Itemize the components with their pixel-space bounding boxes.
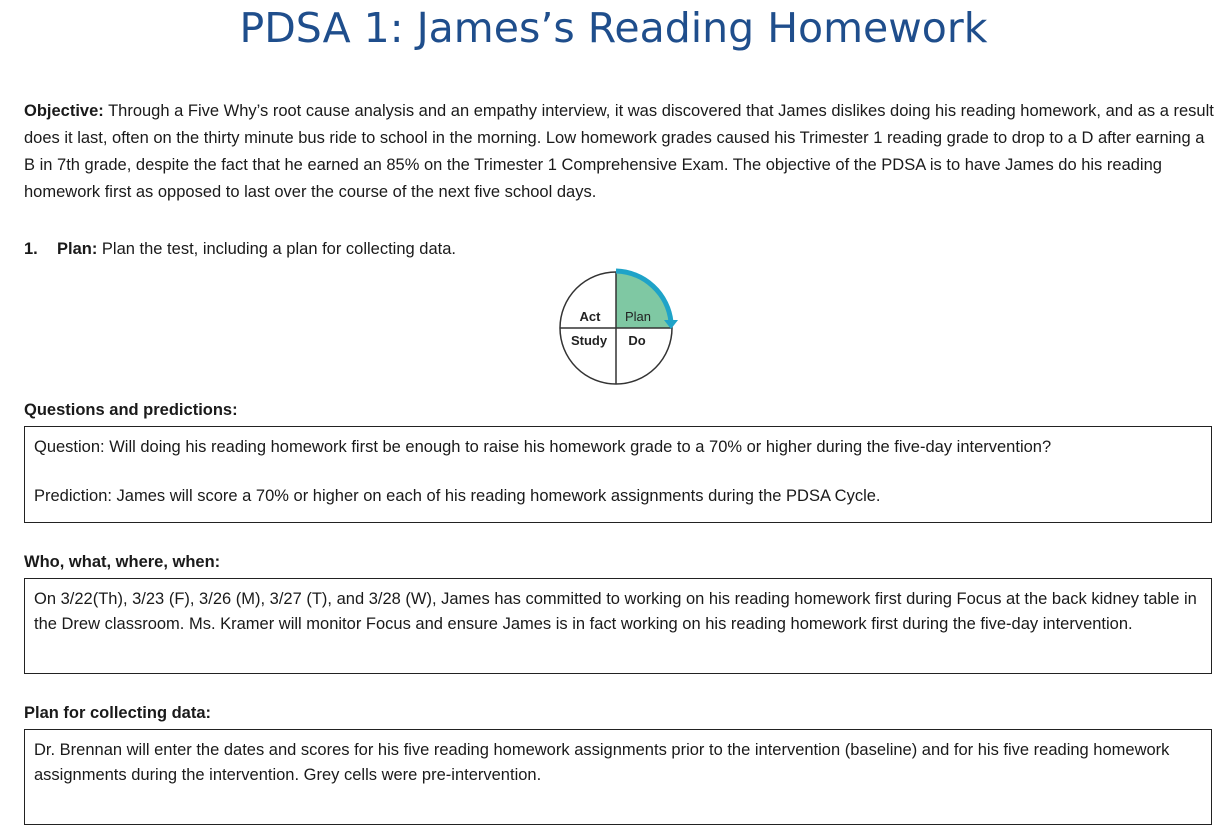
cycle-label-act: Act (579, 309, 601, 324)
cycle-label-do: Do (628, 333, 646, 348)
data-plan-heading: Plan for collecting data: (24, 704, 212, 722)
cycle-label-study: Study (570, 333, 608, 348)
objective-text: Through a Five Why’s root cause analysis and an empathy interview, it was discovered that James dislikes doing his reading homework, and as a result does it last, often on the thirty minute bus ride to school in the morning. Low homework grades caused his Trimester 1 reading grade to drop to a D after earning a B in 7th grade, despite the fact that he earned an 85% on the Trimester 1 Comprehensive Exam. The objective of the PDSA is to have James do his reading homework first as opposed to last over the course of the next five school days. (24, 102, 1214, 201)
cycle-label-plan: Plan (624, 309, 652, 324)
who-box (24, 578, 1212, 674)
plan-step-text: Plan the test, including a plan for collecting data. (97, 240, 456, 258)
questions-heading: Questions and predictions: (24, 401, 238, 419)
who-text: On 3/22(Th), 3/23 (F), 3/26 (M), 3/27 (T), and 3/28 (W), James has committed to working on his reading homework first during Focus at the back kidney table in the Drew classroom. Ms. Kramer will monitor Focus and ensure James is in fact working on his reading homework first during the five-day intervention. (34, 590, 1197, 633)
question-text: Question: Will doing his reading homework first be enough to raise his homework grade to a 70% or higher during the five-day intervention? (34, 438, 1052, 456)
objective-paragraph (24, 98, 1214, 206)
data-plan-box (24, 729, 1212, 825)
data-plan-text: Dr. Brennan will enter the dates and scores for his five reading homework assignments prior to the intervention (baseline) and for his five reading homework assignments during the intervention. Grey cells were pre-intervention. (34, 741, 1170, 784)
prediction-text: Prediction: James will score a 70% or higher on each of his reading homework assignments during the PDSA Cycle. (34, 487, 881, 505)
pdsa-cycle-diagram (554, 266, 678, 390)
plan-step (24, 236, 456, 262)
questions-box (24, 426, 1212, 523)
page-title: PDSA 1: James’s Reading Homework (239, 4, 988, 52)
plan-step-number: 1. (24, 240, 38, 258)
who-heading: Who, what, where, when: (24, 553, 221, 571)
objective-label: Objective: (24, 102, 104, 120)
plan-step-label: Plan: (57, 240, 98, 258)
